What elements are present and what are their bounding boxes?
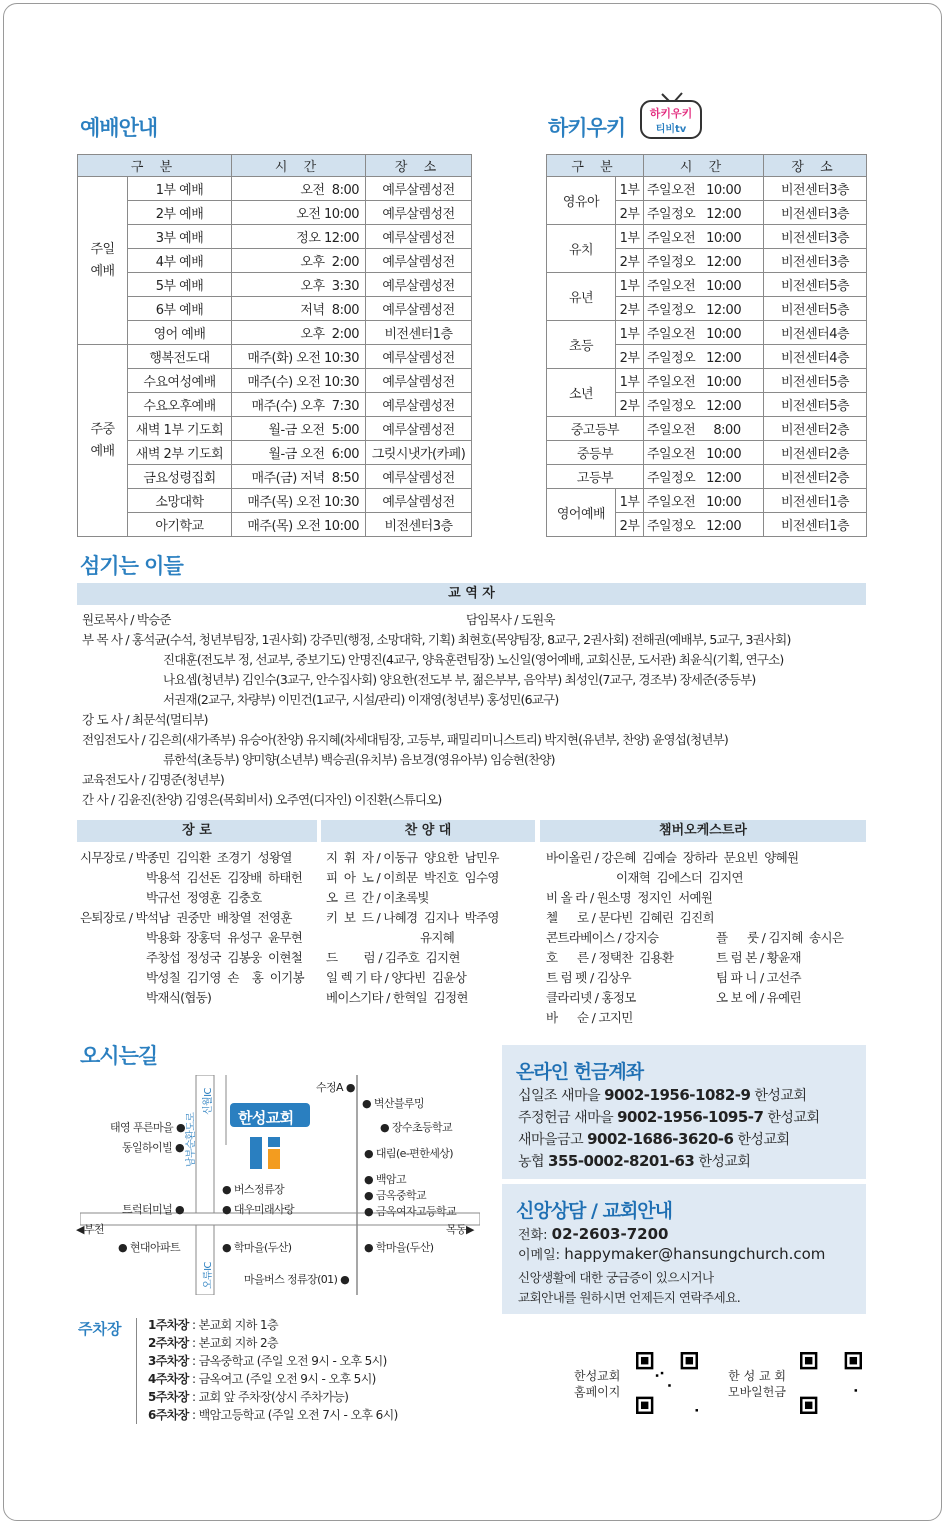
worship-service-time: 매주(목) 오전 10:30 bbox=[232, 489, 366, 513]
hakiwoo-time: 주일오전 10:00 bbox=[644, 273, 764, 297]
evangelists-2: 류한석(초등부) 양미향(소년부) 백승권(유치부) 음보경(영유아부) 임승현(찬양) bbox=[163, 752, 555, 767]
hakiwoo-place: 비전센터2층 bbox=[764, 441, 867, 465]
offering-type: 농협 bbox=[518, 1154, 545, 1170]
worship-header-place: 장 소 bbox=[366, 155, 472, 177]
worship-service-time: 매주(화) 오전 10:30 bbox=[232, 345, 366, 369]
map-label-truck-terminal: 트럭터미널 ● bbox=[122, 1203, 185, 1216]
directions-title: 오시는길 bbox=[80, 1044, 158, 1068]
hakiwoo-place: 비전센터3층 bbox=[764, 249, 867, 273]
orchestra-line: 플 룻 / 김지혜 송시은 bbox=[716, 930, 844, 945]
hakiwoo-time: 주일정오 12:00 bbox=[644, 345, 764, 369]
hakiwoo-place: 비전센터3층 bbox=[764, 225, 867, 249]
hakiwoo-time: 주일오전 10:00 bbox=[644, 321, 764, 345]
offering-account-row bbox=[518, 1129, 790, 1149]
qr-homepage-icon[interactable] bbox=[636, 1352, 698, 1414]
offering-account-row bbox=[518, 1107, 820, 1127]
parking-item-name: 2주차장 bbox=[148, 1336, 189, 1350]
worship-row bbox=[78, 345, 472, 369]
worship-header-category: 구 분 bbox=[78, 155, 232, 177]
offering-type: 새마을금고 bbox=[518, 1132, 584, 1148]
worship-service-place: 예루살렘성전 bbox=[366, 225, 472, 249]
worship-service-time: 오후 2:00 bbox=[232, 249, 366, 273]
hakiwoo-header-time: 시 간 bbox=[644, 155, 764, 177]
worship-service-place: 그릿시냇가(카페) bbox=[366, 441, 472, 465]
directions-map bbox=[76, 1075, 480, 1295]
orchestra-header: 챔버오케스트라 bbox=[540, 820, 866, 842]
evangelists-1: 전임전도사 / 김은희(새가족부) 유승아(찬양) 유지혜(차세대팀장, 고등부, 패밀리미니스트리) 박지현(유년부, 찬양) 윤영섭(청년부) bbox=[82, 732, 729, 747]
parking-item-desc: 교회 앞 주차장(상시 주차가능) bbox=[198, 1390, 349, 1404]
worship-service-time: 월-금 오전 6:00 bbox=[232, 441, 366, 465]
hakiwoo-row bbox=[547, 489, 867, 513]
worship-row bbox=[78, 369, 472, 393]
orchestra-line: 호 른 / 정택찬 김용환 bbox=[546, 950, 674, 965]
parking-item-desc: 금옥중학교 (주일 오전 9시 - 오후 5시) bbox=[198, 1354, 387, 1368]
worship-service-name: 5부 예배 bbox=[128, 273, 232, 297]
worship-row bbox=[78, 489, 472, 513]
hakiwoo-row bbox=[547, 441, 867, 465]
hakiwoo-place: 비전센터5층 bbox=[764, 369, 867, 393]
senior-pastor-emeritus: 원로목사 / 박승준 bbox=[82, 612, 171, 627]
hakiwoo-group-label: 중고등부 bbox=[547, 417, 644, 441]
parking-item: 6주차장 : 백암고등학교 (주일 오전 7시 - 오후 6시) bbox=[148, 1408, 398, 1422]
hakiwoo-part: 1부 bbox=[616, 273, 644, 297]
hakiwoo-time: 주일정오 12:00 bbox=[644, 513, 764, 537]
parking-item-desc: 본교회 지하 1층 bbox=[198, 1318, 279, 1332]
hakiwoo-time: 주일오전 8:00 bbox=[644, 417, 764, 441]
parking-item-name: 1주차장 bbox=[148, 1318, 189, 1332]
svg-text:하키우키: 하키우키 bbox=[649, 107, 693, 120]
hakiwoo-group-label: 소년 bbox=[547, 369, 616, 417]
worship-service-place: 비전센터1층 bbox=[366, 321, 472, 345]
worship-service-name: 새벽 1부 기도회 bbox=[128, 417, 232, 441]
hakiwoo-group-label: 초등 bbox=[547, 321, 616, 369]
associate-pastors-3: 나요셉(청년부) 김인수(3교구, 안수집사회) 양요한(전도부 부, 젊은부부, 음악부) 최성인(7교구, 경조부) 장세준(중등부) bbox=[163, 672, 756, 687]
offering-account-number: 9002-1956-1095-7 bbox=[617, 1108, 764, 1126]
worship-row bbox=[78, 393, 472, 417]
hakiwoo-place: 비전센터4층 bbox=[764, 345, 867, 369]
worship-service-name: 아기학교 bbox=[128, 513, 232, 537]
map-label-bus-stop: ● 버스정류장 bbox=[222, 1183, 285, 1196]
parking-item-desc: 금옥여고 (주일 오전 9시 - 오후 5시) bbox=[198, 1372, 376, 1386]
elder-line: 주창섭 정성국 김봉웅 이현철 bbox=[146, 950, 303, 965]
worship-service-name: 6부 예배 bbox=[128, 297, 232, 321]
parking-item-desc: 백암고등학교 (주일 오전 7시 - 오후 6시) bbox=[198, 1408, 398, 1422]
worship-title: 예배안내 bbox=[80, 116, 158, 140]
map-label-namsunhwan: 남부순환도로 bbox=[186, 1112, 197, 1167]
hakiwoo-row bbox=[547, 465, 867, 489]
hakiwoo-time: 주일오전 10:00 bbox=[644, 489, 764, 513]
orchestra-line: 트 럼 본 / 황윤재 bbox=[716, 950, 801, 965]
hakiwoo-time: 주일정오 12:00 bbox=[644, 393, 764, 417]
orchestra-line: 이재혁 김에스더 김지연 bbox=[616, 870, 743, 885]
map-label-hyundai-apt: ● 현대아파트 bbox=[118, 1241, 181, 1254]
worship-service-name: 3부 예배 bbox=[128, 225, 232, 249]
worship-row bbox=[78, 513, 472, 537]
qr-mobile-offering-icon[interactable] bbox=[800, 1352, 862, 1414]
staff-members: 간 사 / 김윤진(찬양) 김영은(목회비서) 오주연(디자인) 이진환(스튜디오) bbox=[82, 792, 442, 807]
hakiwoo-group-label: 유치 bbox=[547, 225, 616, 273]
map-label-village-bus: 마을버스 정류장(01) ● bbox=[244, 1273, 350, 1286]
worship-row bbox=[78, 297, 472, 321]
hakiwoo-group-label: 유년 bbox=[547, 273, 616, 321]
choir-line: 드 럼 / 김주호 김지현 bbox=[326, 950, 460, 965]
parking-item-name: 4주차장 bbox=[148, 1372, 189, 1386]
orchestra-line: 트 럼 펫 / 김상우 bbox=[546, 970, 631, 985]
elder-line: 박재식(협동) bbox=[146, 990, 212, 1005]
worship-service-place: 예루살렘성전 bbox=[366, 489, 472, 513]
choir-header: 찬 양 대 bbox=[321, 820, 535, 842]
worship-service-place: 예루살렘성전 bbox=[366, 273, 472, 297]
offering-title: 온라인 헌금계좌 bbox=[516, 1061, 644, 1083]
map-label-mokdong: 목동▶ bbox=[446, 1223, 474, 1236]
hakiwoo-time: 주일오전 10:00 bbox=[644, 369, 764, 393]
elder-line: 박규선 정영훈 김충호 bbox=[146, 890, 262, 905]
orchestra-line: 클라리넷 / 홍정모 bbox=[546, 990, 636, 1005]
offering-holder: 한성교회 bbox=[737, 1132, 790, 1148]
worship-service-time: 정오 12:00 bbox=[232, 225, 366, 249]
parking-item-name: 5주차장 bbox=[148, 1390, 189, 1404]
qr-home-label: 한성교회 홈페이지 bbox=[574, 1369, 621, 1399]
orchestra-line: 첼 로 / 문다빈 김혜린 김진희 bbox=[546, 910, 714, 925]
qr-mobile-label: 한 성 교 회 모바일헌금 bbox=[728, 1369, 786, 1399]
elder-line: 은퇴장로 / 박석남 권중만 배창열 전영훈 bbox=[80, 910, 292, 925]
worship-row bbox=[78, 417, 472, 441]
hakiwoo-place: 비전센터3층 bbox=[764, 177, 867, 201]
hakiwoo-place: 비전센터2층 bbox=[764, 465, 867, 489]
worship-service-name: 1부 예배 bbox=[128, 177, 232, 201]
orchestra-line: 바이올린 / 강은혜 김예슬 장하라 문요빈 양혜원 bbox=[546, 850, 799, 865]
hakiwoo-part: 1부 bbox=[616, 225, 644, 249]
hakiwoo-table bbox=[546, 154, 867, 537]
worship-row bbox=[78, 249, 472, 273]
hakiwoo-part: 2부 bbox=[616, 393, 644, 417]
senior-pastor: 담임목사 / 도원욱 bbox=[466, 612, 555, 627]
choir-line: 일 렉 기 타 / 양다빈 김윤상 bbox=[326, 970, 467, 985]
worship-service-name: 새벽 2부 기도회 bbox=[128, 441, 232, 465]
worship-service-time: 매주(목) 오전 10:00 bbox=[232, 513, 366, 537]
hakiwoo-place: 비전센터1층 bbox=[764, 489, 867, 513]
hakiwoo-place: 비전센터5층 bbox=[764, 273, 867, 297]
worship-group-label: 주일 예배 bbox=[78, 177, 128, 345]
hakiwoo-place: 비전센터1층 bbox=[764, 513, 867, 537]
offering-holder: 한성교회 bbox=[767, 1110, 820, 1126]
servers-title: 섬기는 이들 bbox=[80, 554, 183, 578]
worship-service-time: 오전 10:00 bbox=[232, 201, 366, 225]
hakiwoo-title: 하키우키 bbox=[548, 116, 626, 140]
hakiwoo-time: 주일정오 12:00 bbox=[644, 201, 764, 225]
worship-service-place: 예루살렘성전 bbox=[366, 249, 472, 273]
worship-row bbox=[78, 201, 472, 225]
worship-group-label: 주중 예배 bbox=[78, 345, 128, 537]
hakiwoo-header-place: 장 소 bbox=[764, 155, 867, 177]
church-marker-label: 한성교회 bbox=[238, 1109, 294, 1127]
map-label-baekam: ● 백암고 bbox=[364, 1173, 406, 1186]
hakiwoo-row bbox=[547, 321, 867, 345]
offering-account-row bbox=[518, 1085, 806, 1105]
associate-pastors-4: 서권재(2교구, 차량부) 이민건(1교구, 시설/관리) 이재영(청년부) 홍성민(6교구) bbox=[163, 692, 559, 707]
parking-item: 4주차장 : 금옥여고 (주일 오전 9시 - 오후 5시) bbox=[148, 1372, 376, 1386]
hakiwoo-header-category: 구 분 bbox=[547, 155, 644, 177]
associate-pastors-2: 진대훈(전도부 정, 선교부, 중보기도) 안명진(4교구, 양육훈련팀장) 노신일(영어예배, 교회신문, 도서관) 최윤식(기획, 연구소) bbox=[163, 652, 784, 667]
worship-service-place: 예루살렘성전 bbox=[366, 177, 472, 201]
offering-account-number: 9002-1956-1082-9 bbox=[604, 1086, 751, 1104]
svg-text:티비tv: 티비tv bbox=[655, 124, 687, 135]
parking-item-name: 3주차장 bbox=[148, 1354, 189, 1368]
parking-item-name: 6주차장 bbox=[148, 1408, 189, 1422]
hakiwoo-place: 비전센터5층 bbox=[764, 297, 867, 321]
worship-header-time: 시 간 bbox=[232, 155, 366, 177]
worship-service-time: 오후 2:00 bbox=[232, 321, 366, 345]
hakiwoo-time: 주일정오 12:00 bbox=[644, 297, 764, 321]
elder-line: 박성칠 김기영 손 홍 이기봉 bbox=[146, 970, 304, 985]
worship-row bbox=[78, 441, 472, 465]
offering-holder: 한성교회 bbox=[754, 1088, 807, 1104]
worship-service-time: 매주(수) 오전 10:30 bbox=[232, 369, 366, 393]
map-label-geumok-girls-high: ● 금옥여자고등학교 bbox=[364, 1205, 457, 1218]
choir-line: 피 아 노 / 이희문 박진호 임수영 bbox=[326, 870, 499, 885]
hakiwoo-place: 비전센터5층 bbox=[764, 393, 867, 417]
hakiwoo-time: 주일정오 12:00 bbox=[644, 249, 764, 273]
map-label-dongil: 동일하이빌 ● bbox=[122, 1141, 185, 1154]
worship-service-place: 비전센터3층 bbox=[366, 513, 472, 537]
map-label-sinwol-ic: 신월IC bbox=[203, 1088, 214, 1115]
hakiwoo-part: 2부 bbox=[616, 201, 644, 225]
worship-service-place: 예루살렘성전 bbox=[366, 369, 472, 393]
hakiwoo-group-label: 고등부 bbox=[547, 465, 644, 489]
worship-service-name: 소망대학 bbox=[128, 489, 232, 513]
elder-line: 시무장로 / 박종민 김익환 조경기 성왕열 bbox=[80, 850, 292, 865]
offering-type: 주정헌금 bbox=[518, 1110, 571, 1126]
offering-account-number: 355-0002-8201-63 bbox=[548, 1152, 695, 1170]
consult-title: 신앙상담 / 교회안내 bbox=[516, 1200, 673, 1222]
worship-service-place: 예루살렘성전 bbox=[366, 417, 472, 441]
worship-service-name: 수요오후예배 bbox=[128, 393, 232, 417]
hakiwoo-row bbox=[547, 273, 867, 297]
map-label-daelim: ● 대림(e-편한세상) bbox=[364, 1147, 453, 1160]
worship-row bbox=[78, 465, 472, 489]
consult-note-2: 교회안내를 원하시면 언제든지 연락주세요. bbox=[518, 1290, 741, 1305]
map-label-sujeong: 수정A ● bbox=[316, 1081, 355, 1094]
hakiwoo-part: 2부 bbox=[616, 345, 644, 369]
elders-header: 장 로 bbox=[77, 820, 317, 842]
hakiwoo-place: 비전센터3층 bbox=[764, 201, 867, 225]
hakiwoo-part: 2부 bbox=[616, 297, 644, 321]
choir-line: 베이스기타 / 한혁일 김정현 bbox=[326, 990, 468, 1005]
parking-title: 주차장 bbox=[78, 1320, 122, 1338]
hakiwoo-row bbox=[547, 417, 867, 441]
tv-logo-icon bbox=[638, 92, 704, 140]
worship-row bbox=[78, 225, 472, 249]
map-label-taeyoung: 태영 푸른마을 ● bbox=[110, 1121, 185, 1134]
offering-bank: 새마을 bbox=[574, 1110, 614, 1126]
parking-item: 2주차장 : 본교회 지하 2층 bbox=[148, 1336, 279, 1350]
worship-service-name: 4부 예배 bbox=[128, 249, 232, 273]
map-label-bucheon: ◀부천 bbox=[76, 1223, 104, 1236]
hakiwoo-part: 1부 bbox=[616, 369, 644, 393]
orchestra-line: 콘트라베이스 / 강지승 bbox=[546, 930, 659, 945]
hakiwoo-place: 비전센터4층 bbox=[764, 321, 867, 345]
map-label-geumok-middle: ● 금옥중학교 bbox=[364, 1189, 427, 1202]
consult-phone: 전화: 02-2603-7200 bbox=[518, 1225, 669, 1243]
choir-line: 지 휘 자 / 이동규 양요한 남민우 bbox=[326, 850, 499, 865]
worship-service-place: 예루살렘성전 bbox=[366, 345, 472, 369]
offering-account-row bbox=[518, 1151, 750, 1171]
associate-pastors-1: 부 목 사 / 홍석균(수석, 청년부팀장, 1권사회) 강주민(행정, 소망대학, 기획) 최현호(목양팀장, 8교구, 2권사회) 전해권(예배부, 5교구, 3권사회) bbox=[82, 632, 791, 647]
worship-service-place: 예루살렘성전 bbox=[366, 297, 472, 321]
choir-line: 유지혜 bbox=[420, 930, 455, 945]
worship-row bbox=[78, 273, 472, 297]
parking-item: 5주차장 : 교회 앞 주차장(상시 주차가능) bbox=[148, 1390, 349, 1404]
worship-row bbox=[78, 321, 472, 345]
parking-item: 3주차장 : 금옥중학교 (주일 오전 9시 - 오후 5시) bbox=[148, 1354, 387, 1368]
offering-type: 십일조 bbox=[518, 1088, 558, 1104]
map-label-hakmaeul-left: ● 학마을(두산) bbox=[222, 1241, 292, 1254]
hakiwoo-part: 2부 bbox=[616, 249, 644, 273]
map-label-hakmaeul-right: ● 학마을(두산) bbox=[364, 1241, 434, 1254]
worship-service-name: 영어 예배 bbox=[128, 321, 232, 345]
choir-line: 오 르 간 / 이초록빛 bbox=[326, 890, 429, 905]
elder-line: 박용화 장홍덕 유성구 윤무현 bbox=[146, 930, 303, 945]
hakiwoo-time: 주일정오 12:00 bbox=[644, 465, 764, 489]
offering-box bbox=[502, 1045, 866, 1179]
worship-table bbox=[77, 154, 472, 537]
choir-line: 키 보 드 / 나혜경 김지나 박주영 bbox=[326, 910, 499, 925]
worship-service-place: 예루살렘성전 bbox=[366, 201, 472, 225]
hakiwoo-place: 비전센터2층 bbox=[764, 417, 867, 441]
hakiwoo-time: 주일오전 10:00 bbox=[644, 177, 764, 201]
map-label-oryu-ic: 오류IC bbox=[203, 1262, 214, 1289]
worship-service-name: 수요여성예배 bbox=[128, 369, 232, 393]
consult-email[interactable]: 이메일: happymaker@hansungchurch.com bbox=[518, 1245, 826, 1263]
worship-service-place: 예루살렘성전 bbox=[366, 393, 472, 417]
hakiwoo-part: 1부 bbox=[616, 177, 644, 201]
worship-row bbox=[78, 177, 472, 201]
offering-holder: 한성교회 bbox=[698, 1154, 751, 1170]
hakiwoo-row bbox=[547, 177, 867, 201]
hakiwoo-time: 주일오전 10:00 bbox=[644, 225, 764, 249]
offering-bank: 새마을 bbox=[561, 1088, 601, 1104]
worship-service-name: 금요성령집회 bbox=[128, 465, 232, 489]
worship-service-name: 2부 예배 bbox=[128, 201, 232, 225]
worship-service-time: 저녁 8:00 bbox=[232, 297, 366, 321]
parking-item: 1주차장 : 본교회 지하 1층 bbox=[148, 1318, 279, 1332]
hakiwoo-row bbox=[547, 225, 867, 249]
hakiwoo-group-label: 중등부 bbox=[547, 441, 644, 465]
worship-service-place: 예루살렘성전 bbox=[366, 465, 472, 489]
hakiwoo-part: 1부 bbox=[616, 489, 644, 513]
preacher: 강 도 사 / 최문석(멀티부) bbox=[82, 712, 208, 727]
consult-box bbox=[502, 1184, 866, 1314]
hakiwoo-time: 주일오전 10:00 bbox=[644, 441, 764, 465]
parking-divider bbox=[136, 1318, 137, 1424]
ministers-header: 교 역 자 bbox=[77, 583, 866, 605]
hakiwoo-group-label: 영유아 bbox=[547, 177, 616, 225]
map-label-byeoksan: ● 벽산블루밍 bbox=[362, 1097, 425, 1110]
worship-service-name: 행복전도대 bbox=[128, 345, 232, 369]
hakiwoo-part: 2부 bbox=[616, 513, 644, 537]
parking-item-desc: 본교회 지하 2층 bbox=[198, 1336, 279, 1350]
orchestra-line: 비 올 라 / 원소명 정지인 서예원 bbox=[546, 890, 713, 905]
offering-account-number: 9002-1686-3620-6 bbox=[587, 1130, 734, 1148]
worship-service-time: 오후 3:30 bbox=[232, 273, 366, 297]
worship-service-time: 월-금 오전 5:00 bbox=[232, 417, 366, 441]
hakiwoo-group-label: 영어예배 bbox=[547, 489, 616, 537]
orchestra-line: 바 순 / 고지민 bbox=[546, 1010, 633, 1025]
consult-note-1: 신앙생활에 대한 궁금증이 있으시거나 bbox=[518, 1270, 714, 1285]
orchestra-line: 팀 파 니 / 고선주 bbox=[716, 970, 801, 985]
elder-line: 박용석 김선돈 김장배 하태헌 bbox=[146, 870, 303, 885]
worship-service-time: 매주(금) 저녁 8:50 bbox=[232, 465, 366, 489]
map-label-jangsu-school: ● 장수초등학교 bbox=[380, 1121, 453, 1134]
map-label-daewoo: ● 대우미래사랑 bbox=[222, 1203, 295, 1216]
worship-service-time: 오전 8:00 bbox=[232, 177, 366, 201]
worship-service-time: 매주(수) 오후 7:30 bbox=[232, 393, 366, 417]
hakiwoo-row bbox=[547, 369, 867, 393]
hakiwoo-part: 1부 bbox=[616, 321, 644, 345]
education-evangelist: 교육전도사 / 김명준(청년부) bbox=[82, 772, 224, 787]
orchestra-line: 오 보 에 / 유예린 bbox=[716, 990, 801, 1005]
